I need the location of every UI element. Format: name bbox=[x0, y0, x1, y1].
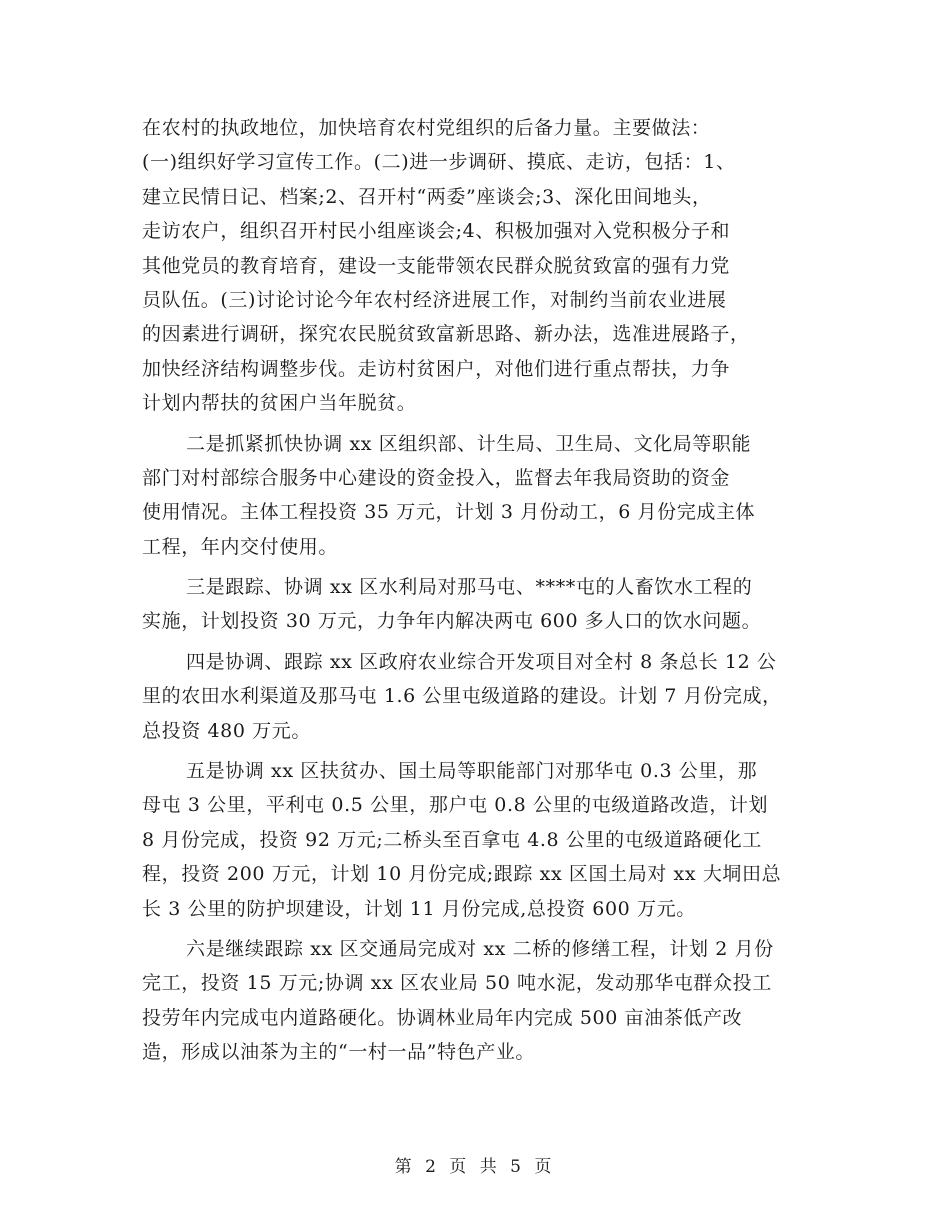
text-line: 员队伍。(三)讨论讨论今年农村经济进展工作，对制约当前农业进展 bbox=[142, 288, 727, 311]
text-line: 五是协调 xx 区扶贫办、国土局等职能部门对那华屯 0.3 公里，那 bbox=[186, 760, 758, 783]
text-line: 二是抓紧抓快协调 xx 区组织部、计生局、卫生局、文化局等职能 bbox=[186, 432, 752, 455]
text-line: 造，形成以油茶为主的“一村一品”特色产业。 bbox=[142, 1041, 536, 1064]
text-line: 工程，年内交付使用。 bbox=[142, 535, 339, 558]
paragraph bbox=[142, 570, 832, 639]
paragraph bbox=[142, 754, 832, 926]
text-line: 三是跟踪、协调 xx 区水利局对那马屯、****屯的人畜饮水工程的 bbox=[186, 576, 753, 599]
text-line: 加快经济结构调整步伐。走访村贫困户，对他们进行重点帮扶，力争 bbox=[142, 357, 731, 380]
text-line: 计划内帮扶的贫困户当年脱贫。 bbox=[142, 392, 417, 415]
text-line: 其他党员的教育培育，建设一支能带领农民群众脱贫致富的强有力党 bbox=[142, 254, 731, 277]
document-body bbox=[142, 111, 832, 1070]
paragraph bbox=[142, 645, 832, 748]
text-line: 程，投资 200 万元，计划 10 月份完成;跟踪 xx 区国土局对 xx 大垌田总 bbox=[142, 863, 782, 886]
text-line: 里的农田水利渠道及那马屯 1.6 公里屯级道路的建设。计划 7 月份完成， bbox=[142, 685, 782, 708]
paragraph bbox=[142, 427, 832, 565]
text-line: 的因素进行调研，探究农民脱贫致富新思路、新办法，选准进展路子， bbox=[142, 323, 750, 346]
paragraph bbox=[142, 111, 832, 421]
text-line: 部门对村部综合服务中心建设的资金投入，监督去年我局资助的资金 bbox=[142, 466, 731, 489]
text-line: 四是协调、跟踪 xx 区政府农业综合开发项目对全村 8 条总长 12 公 bbox=[186, 650, 777, 673]
text-line: 投劳年内完成屯内道路硬化。协调林业局年内完成 500 亩油茶低产改 bbox=[142, 1006, 743, 1029]
text-line: 长 3 公里的防护坝建设，计划 11 月份完成,总投资 600 万元。 bbox=[142, 897, 696, 920]
text-line: 使用情况。主体工程投资 35 万元，计划 3 月份动工，6 月份完成主体 bbox=[142, 501, 756, 524]
page-footer: 第 2 页 共 5 页 bbox=[394, 1157, 556, 1177]
paragraph bbox=[142, 932, 832, 1070]
text-line: 总投资 480 万元。 bbox=[142, 719, 311, 742]
text-line: 在农村的执政地位，加快培育农村党组织的后备力量。主要做法： bbox=[142, 117, 711, 139]
text-line: 建立民情日记、档案;2、召开村“两委”座谈会;3、深化田间地头， bbox=[142, 185, 712, 208]
text-line: (一)组织好学习宣传工作。(二)进一步调研、摸底、走访，包括：1、 bbox=[142, 151, 736, 174]
text-line: 母屯 3 公里，平利屯 0.5 公里，那户屯 0.8 公里的屯级道路改造，计划 bbox=[142, 794, 769, 817]
text-line: 六是继续跟踪 xx 区交通局完成对 xx 二桥的修缮工程，计划 2 月份 bbox=[186, 937, 774, 960]
text-line: 完工，投资 15 万元;协调 xx 区农业局 50 吨水泥，发动那华屯群众投工 bbox=[142, 972, 772, 995]
text-line: 实施，计划投资 30 万元，力争年内解决两屯 600 多人口的饮水问题。 bbox=[142, 610, 762, 633]
text-line: 走访农户，组织召开村民小组座谈会;4、积极加强对入党积极分子和 bbox=[142, 220, 731, 243]
text-line: 8 月份完成，投资 92 万元;二桥头至百拿屯 4.8 公里的屯级道路硬化工 bbox=[142, 828, 762, 851]
